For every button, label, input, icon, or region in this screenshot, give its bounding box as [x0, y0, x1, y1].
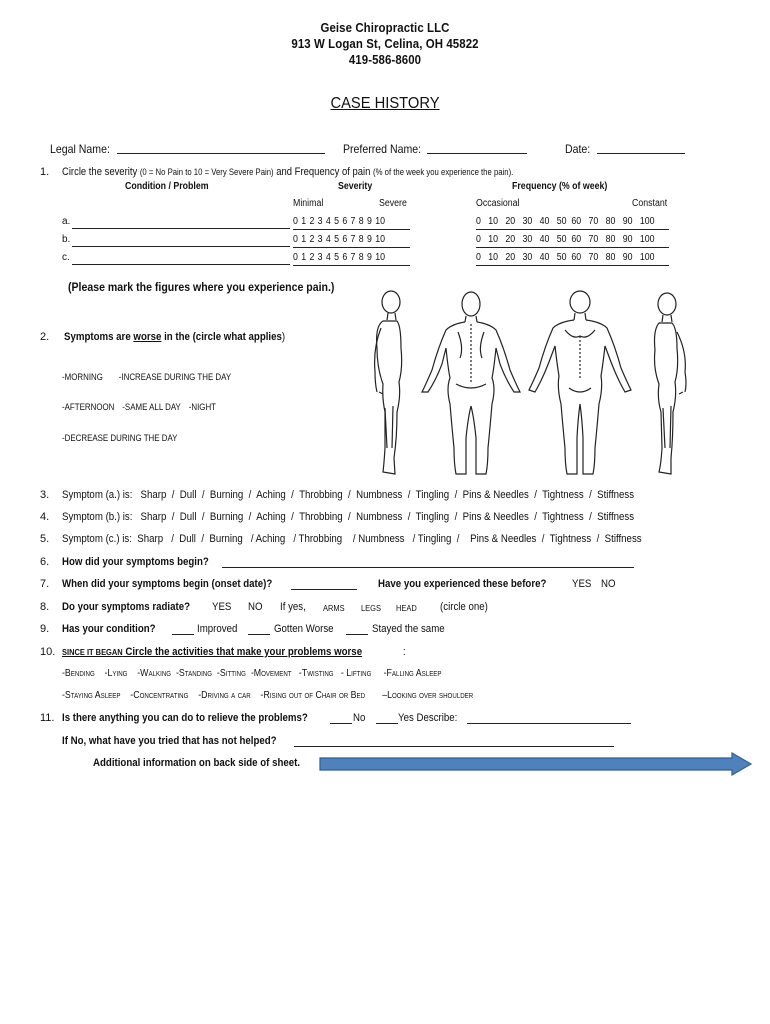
- activity-bending[interactable]: -Bending: [62, 668, 95, 679]
- practice-phone: 419-586-8600: [348, 52, 422, 67]
- q10-text: Circle the activities that make your problems worse: [122, 646, 363, 658]
- q8-legs[interactable]: LEGS: [361, 603, 381, 613]
- q8-head[interactable]: HEAD: [396, 603, 417, 613]
- q4-number: 4.: [40, 511, 50, 523]
- q1-mid: and Frequency of pain: [276, 166, 371, 178]
- sev-c-underline: [293, 265, 410, 266]
- label-occasional: Occasional: [476, 198, 520, 209]
- q2-text-worse: worse: [133, 331, 162, 343]
- q2-option-night[interactable]: -NIGHT: [188, 402, 217, 412]
- q11-number: 11.: [40, 712, 55, 724]
- label-constant: Constant: [632, 198, 668, 209]
- q8-line: [40, 601, 207, 613]
- practice-header: [0, 20, 770, 67]
- freq-b-underline: [476, 247, 669, 248]
- activity-staying-asleep[interactable]: -Staying Asleep: [62, 690, 121, 701]
- q11-text: Is there anything you can do to relieve the problems?: [62, 712, 308, 724]
- col-condition: Condition / Problem: [125, 181, 209, 192]
- date-field[interactable]: [597, 140, 685, 154]
- activity-lying[interactable]: -Lying: [104, 668, 128, 679]
- row-c-severity-scale[interactable]: 0 1 2 3 4 5 6 7 8 9 10: [293, 252, 385, 263]
- q7-line: [40, 578, 301, 590]
- q8-yes[interactable]: YES: [212, 601, 232, 613]
- q5-number: 5.: [40, 533, 50, 545]
- q10-number: 10.: [40, 646, 56, 658]
- row-b-label: b.: [62, 234, 71, 245]
- row-a-severity-scale[interactable]: 0 1 2 3 4 5 6 7 8 9 10: [293, 216, 385, 227]
- row-c-label: c.: [62, 252, 70, 263]
- freq-c-underline: [476, 265, 669, 266]
- form-title: CASE HISTORY: [330, 95, 440, 112]
- figure-back[interactable]: [416, 288, 526, 480]
- row-b-frequency-scale[interactable]: 0 10 20 30 40 50 60 70 80 90 100: [476, 234, 655, 245]
- date-label: Date:: [565, 142, 591, 156]
- q2-text-c: ): [281, 331, 286, 343]
- figure-front[interactable]: [525, 288, 635, 480]
- q2-text-a: Symptoms are: [64, 331, 134, 343]
- practice-name: Geise Chiropractic LLC: [320, 20, 450, 35]
- q1-freq-hint: (% of the week you experience the pain).: [373, 167, 514, 177]
- q2-option-increase[interactable]: -INCREASE DURING THE DAY: [118, 372, 232, 382]
- q9-number: 9.: [40, 623, 50, 635]
- q1-number: 1.: [40, 166, 50, 178]
- q1-line: [40, 166, 587, 178]
- q7-onset-field[interactable]: [291, 577, 357, 590]
- activity-concentrating[interactable]: -Concentrating: [130, 690, 189, 701]
- q1-prefix: Circle the severity: [62, 166, 138, 178]
- q10-activities-row2: [62, 690, 529, 701]
- q2-text-b: in the (circle what applies: [161, 331, 282, 343]
- row-c-frequency-scale[interactable]: 0 10 20 30 40 50 60 70 80 90 100: [476, 252, 655, 263]
- q6-text: How did your symptoms begin?: [62, 556, 209, 568]
- q9-text: Has your condition?: [62, 623, 156, 635]
- q11-text2: If No, what have you tried that has not helped?: [62, 735, 277, 747]
- q11-yes: Yes Describe:: [398, 712, 458, 724]
- q11-no: No: [353, 712, 366, 724]
- legal-name-row: [50, 142, 118, 156]
- figure-side-left[interactable]: [635, 288, 705, 480]
- q8-ifyes: If yes,: [280, 601, 306, 613]
- activity-walking[interactable]: -Walking: [137, 668, 172, 679]
- q6-answer-field[interactable]: [222, 555, 634, 568]
- q2-option-same[interactable]: -SAME ALL DAY: [122, 402, 181, 412]
- q11-line: [40, 712, 341, 724]
- q8-text: Do your symptoms radiate?: [62, 601, 191, 613]
- q5-line: [40, 533, 721, 545]
- activity-rising[interactable]: -Rising out of Chair or Bed: [260, 690, 366, 701]
- q9-improved: Improved: [197, 623, 238, 635]
- date-row: [565, 142, 594, 156]
- activity-movement[interactable]: -Movement: [250, 668, 292, 679]
- col-severity: Severity: [338, 181, 373, 192]
- q7-text: When did your symptoms begin (onset date)?: [62, 578, 273, 590]
- back-side-note: Additional information on back side of sheet.: [93, 757, 301, 769]
- q7-yes[interactable]: YES: [572, 578, 592, 590]
- row-a-frequency-scale[interactable]: 0 10 20 30 40 50 60 70 80 90 100: [476, 216, 655, 227]
- row-a-condition-field[interactable]: [72, 216, 290, 229]
- q5-text[interactable]: Symptom (c.) is: Sharp / Dull / Burning / Aching / Throbbing / Numbness / Tingling / Pins & Needles / Tightness / Stiffness: [62, 533, 642, 545]
- activity-lifting[interactable]: - Lifting: [340, 668, 372, 679]
- activity-falling-asleep[interactable]: -Falling Asleep: [383, 668, 442, 679]
- q3-number: 3.: [40, 489, 50, 501]
- legal-name-label: Legal Name:: [50, 142, 110, 156]
- activity-twisting[interactable]: -Twisting: [298, 668, 334, 679]
- q9-same-field[interactable]: [346, 622, 368, 635]
- row-b-severity-scale[interactable]: 0 1 2 3 4 5 6 7 8 9 10: [293, 234, 385, 245]
- sev-b-underline: [293, 247, 410, 248]
- figures-note: (Please mark the figures where you experience pain.): [68, 280, 335, 294]
- figure-side-right[interactable]: [355, 288, 425, 480]
- q6-line: [40, 556, 229, 568]
- q9-same: Stayed the same: [372, 623, 445, 635]
- sev-a-underline: [293, 229, 410, 230]
- q2-line: [40, 331, 315, 343]
- q3-line: [40, 489, 712, 501]
- q1-severity-hint: (0 = No Pain to 10 = Very Severe Pain): [139, 167, 274, 177]
- activity-sitting[interactable]: -Sitting: [216, 668, 246, 679]
- preferred-name-label: Preferred Name:: [343, 142, 422, 156]
- practice-address: 913 W Logan St, Celina, OH 45822: [291, 36, 479, 51]
- q10-colon: :: [403, 646, 406, 658]
- q8-no[interactable]: NO: [248, 601, 263, 613]
- col-frequency: Frequency (% of week): [512, 181, 608, 192]
- q8-arms[interactable]: ARMS: [323, 603, 345, 613]
- q4-line: [40, 511, 712, 523]
- legal-name-field[interactable]: [117, 140, 325, 154]
- q3-text[interactable]: Symptom (a.) is: Sharp / Dull / Burning / Aching / Throbbing / Numbness / Tingling / Pins & Needles / Tightness / Stiffness: [62, 489, 635, 501]
- q11-describe-field[interactable]: [467, 711, 631, 724]
- q7-text2: Have you experienced these before?: [378, 578, 547, 590]
- row-a-label: a.: [62, 216, 71, 227]
- q2-option-afternoon[interactable]: -AFTERNOON: [62, 402, 115, 412]
- form-title-wrap: [0, 95, 770, 113]
- q8-number: 8.: [40, 601, 50, 613]
- q7-no[interactable]: NO: [601, 578, 616, 590]
- q8-circle: (circle one): [440, 601, 488, 613]
- preferred-name-row: [343, 142, 432, 156]
- q10-activities-row1: [62, 668, 493, 679]
- q9-improved-field[interactable]: [172, 622, 194, 635]
- activity-standing[interactable]: -Standing: [175, 668, 213, 679]
- activity-looking[interactable]: –Looking over shoulder: [382, 690, 474, 701]
- q11-no-field[interactable]: [330, 711, 352, 724]
- label-minimal: Minimal: [293, 198, 324, 209]
- row-c-condition-field[interactable]: [72, 252, 290, 265]
- label-severe: Severe: [379, 198, 407, 209]
- q11-yes-field[interactable]: [376, 711, 398, 724]
- row-b-condition-field[interactable]: [72, 234, 290, 247]
- q10-since: SINCE IT BEGAN: [62, 647, 123, 657]
- q10-line: [40, 646, 406, 658]
- q2-option-morning[interactable]: -MORNING: [62, 372, 103, 382]
- freq-a-underline: [476, 229, 669, 230]
- q9-worse-field[interactable]: [248, 622, 270, 635]
- q2-option-decrease[interactable]: -DECREASE DURING THE DAY: [62, 433, 178, 443]
- q11-tried-field[interactable]: [294, 734, 614, 747]
- q6-number: 6.: [40, 556, 50, 568]
- q7-number: 7.: [40, 578, 50, 590]
- activity-driving[interactable]: -Driving a car: [198, 690, 251, 701]
- q2-number: 2.: [40, 331, 50, 343]
- preferred-name-field[interactable]: [427, 140, 527, 154]
- q9-worse: Gotten Worse: [274, 623, 334, 635]
- q4-text[interactable]: Symptom (b.) is: Sharp / Dull / Burning / Aching / Throbbing / Numbness / Tingling / Pins & Needles / Tightness / Stiffness: [62, 511, 635, 523]
- q9-line: [40, 623, 168, 635]
- arrow-right-icon: [318, 752, 754, 776]
